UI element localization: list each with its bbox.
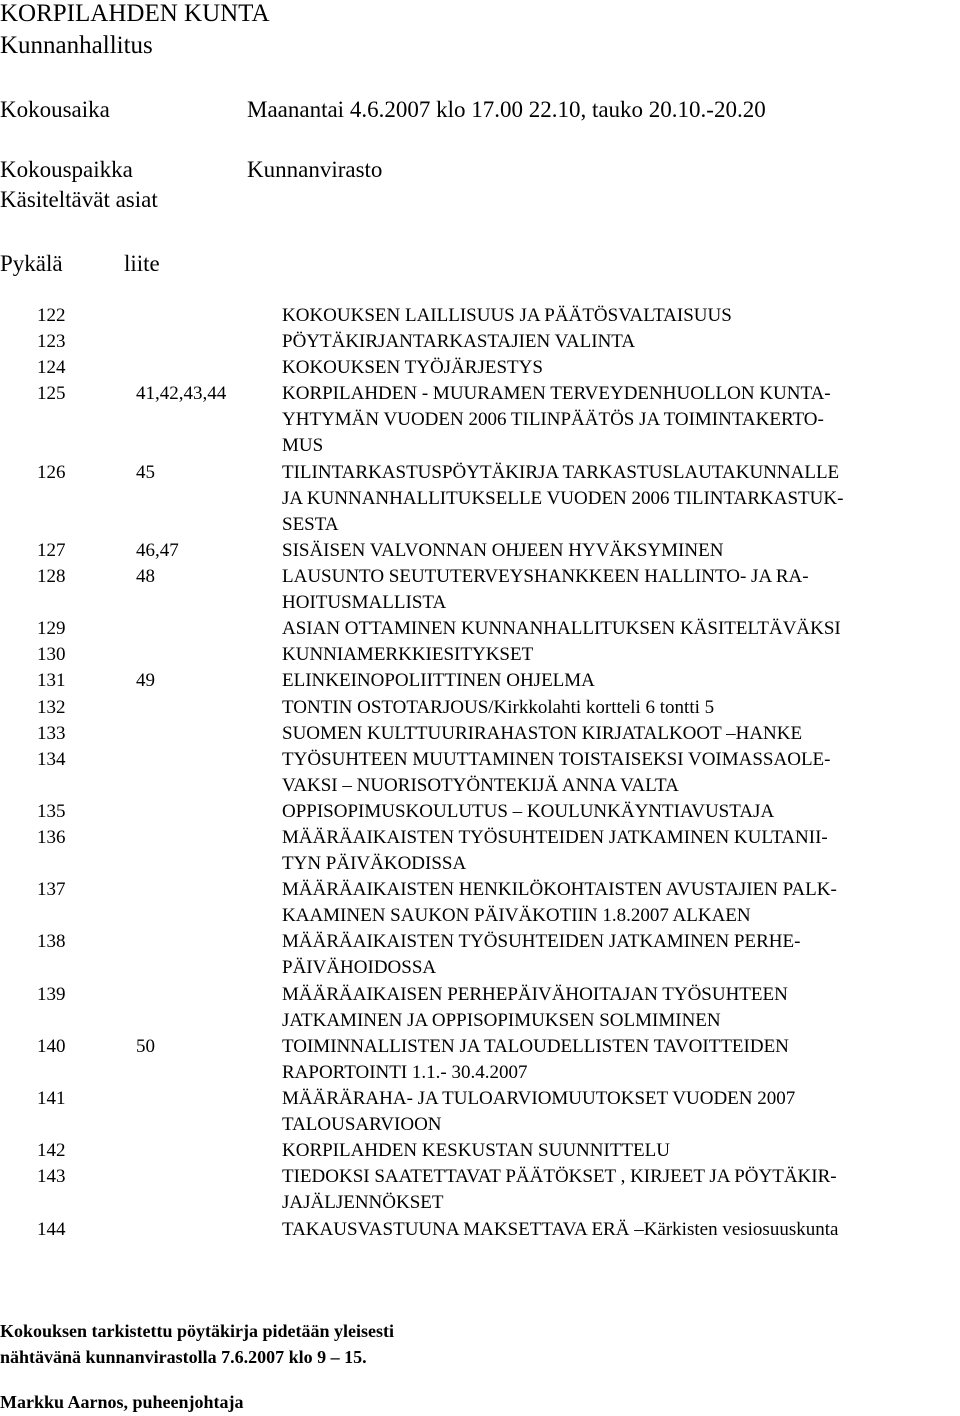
agenda-item-title-line: HOITUSMALLISTA	[282, 592, 447, 614]
agenda-item-number: 133	[37, 722, 66, 744]
agenda-item-number: 134	[37, 748, 66, 770]
agenda-item-title-line: MÄÄRÄAIKAISTEN TYÖSUHTEIDEN JATKAMINEN PERHE-	[282, 931, 801, 953]
agenda-item-number: 124	[37, 357, 66, 379]
agenda-item-title-line: KUNNIAMERKKIESITYKSET	[282, 644, 534, 666]
agenda-item-title	[282, 1220, 838, 1246]
agenda-item-title	[282, 698, 714, 724]
governing-body: Kunnanhallitus	[0, 32, 153, 59]
agenda-item-title-line: SESTA	[282, 513, 339, 535]
agenda-item-attachment: 50	[136, 1035, 155, 1057]
agenda-item-title-line: TYÖSUHTEEN MUUTTAMINEN TOISTAISEKSI VOIMASSAOLE-	[282, 748, 831, 770]
agenda-item-title	[282, 645, 533, 671]
agenda-item-number: 128	[37, 566, 66, 587]
agenda-item-title	[282, 567, 809, 619]
agenda-item-title	[282, 1089, 795, 1141]
agenda-item-number: 132	[37, 696, 66, 718]
column-header-attachment: liite	[124, 251, 160, 276]
agenda-item-number: 122	[37, 305, 66, 326]
agenda-item-number: 130	[37, 644, 66, 666]
agenda-item-title	[282, 306, 732, 332]
column-header-section: Pykälä	[0, 251, 63, 276]
agenda-item-number: 125	[37, 383, 66, 405]
agenda-item-title	[282, 671, 595, 697]
agenda-item-title-line: KORPILAHDEN KESKUSTAN SUUNNITTELU	[282, 1140, 670, 1162]
agenda-item-number: 141	[37, 1088, 66, 1109]
agenda-item-attachment: 41,42,43,44	[136, 383, 227, 405]
agenda-item-title	[282, 463, 843, 541]
agenda-item-number: 140	[37, 1035, 66, 1057]
agenda-item-number: 143	[37, 1166, 66, 1188]
agenda-item-number: 144	[37, 1218, 66, 1240]
agenda-item-attachment: 48	[136, 566, 155, 587]
agenda-item-title-line: TYN PÄIVÄKODISSA	[282, 853, 467, 875]
agenda-item-title-line: TOIMINNALLISTEN JA TALOUDELLISTEN TAVOITTEIDEN	[282, 1035, 789, 1057]
agenda-item-title	[282, 932, 800, 984]
agenda-item-title-line: LAUSUNTO SEUTUTERVEYSHANKKEEN HALLINTO- JA RA-	[282, 566, 809, 587]
agenda-item-title-line: TILINTARKASTUSPÖYTÄKIRJA TARKASTUSLAUTAKUNNALLE	[282, 461, 840, 483]
meeting-time-value: Maanantai 4.6.2007 klo 17.00 22.10, tauko 20.10.-20.20	[247, 97, 766, 122]
agenda-item-title-line: JAJÄLJENNÖKSET	[282, 1192, 444, 1214]
agenda-item-title	[282, 619, 841, 645]
agenda-item-title-line: ELINKEINOPOLIITTINEN OHJELMA	[282, 670, 595, 692]
agenda-item-title-line: TONTIN OSTOTARJOUS/Kirkkolahti kortteli 6 tontti 5	[282, 696, 715, 718]
organization-title: KORPILAHDEN KUNTA	[0, 0, 270, 27]
agenda-item-number: 139	[37, 983, 66, 1005]
agenda-item-title-line: SISÄISEN VALVONNAN OHJEEN HYVÄKSYMINEN	[282, 539, 724, 561]
agenda-item-title	[282, 828, 828, 880]
agenda-item-title	[282, 384, 831, 462]
agenda-item-number: 138	[37, 931, 66, 953]
agenda-item-title-line: OPPISOPIMUSKOULUTUS – KOULUNKÄYNTIAVUSTAJA	[282, 800, 775, 822]
agenda-item-number: 137	[37, 879, 66, 901]
agenda-item-title-line: TAKAUSVASTUUNA MAKSETTAVA ERÄ –Kärkisten vesiosuuskunta	[282, 1218, 839, 1240]
agenda-item-number: 123	[37, 331, 66, 353]
agenda-item-number: 131	[37, 670, 66, 692]
agenda-item-number: 129	[37, 618, 66, 640]
agenda-item-title	[282, 541, 723, 567]
agenda-item-title-line: JA KUNNANHALLITUKSELLE VUODEN 2006 TILINTARKASTUK-	[282, 487, 844, 509]
agenda-item-title-line: PÄIVÄHOIDOSSA	[282, 957, 437, 979]
agenda-item-title-line: KOKOUKSEN TYÖJÄRJESTYS	[282, 357, 543, 379]
agenda-item-title-line: MUS	[282, 435, 324, 457]
agenda-item-attachment: 49	[136, 670, 155, 692]
agenda-item-title-line: YHTYMÄN VUODEN 2006 TILINPÄÄTÖS JA TOIMINTAKERTO-	[282, 409, 824, 431]
agenda-item-title-line: MÄÄRÄRAHA- JA TULOARVIOMUUTOKSET VUODEN 2007	[282, 1088, 796, 1109]
agenda-item-title-line: RAPORTOINTI 1.1.- 30.4.2007	[282, 1061, 528, 1083]
items-heading: Käsiteltävät asiat	[0, 187, 158, 212]
agenda-item-number: 135	[37, 800, 66, 822]
agenda-item-title	[282, 802, 774, 828]
agenda-item-title-line: MÄÄRÄAIKAISTEN TYÖSUHTEIDEN JATKAMINEN KULTANII-	[282, 827, 828, 848]
agenda-item-title-line: KOKOUKSEN LAILLISUUS JA PÄÄTÖSVALTAISUUS	[282, 305, 732, 326]
agenda-item-title-line: KAAMINEN SAUKON PÄIVÄKOTIIN 1.8.2007 ALKAEN	[282, 905, 751, 927]
agenda-item-title-line: TALOUSARVIOON	[282, 1114, 442, 1136]
agenda-item-attachment: 46,47	[136, 539, 179, 561]
agenda-item-title-line: VAKSI – NUORISOTYÖNTEKIJÄ ANNA VALTA	[282, 774, 679, 796]
agenda-item-number: 136	[37, 827, 66, 848]
agenda-item-number: 142	[37, 1140, 66, 1162]
agenda-item-title-line: MÄÄRÄAIKAISEN PERHEPÄIVÄHOITAJAN TYÖSUHTEEN	[282, 983, 788, 1005]
agenda-item-number: 126	[37, 461, 66, 483]
notice-line-2: nähtävänä kunnanvirastolla 7.6.2007 klo 9 – 15.	[0, 1347, 367, 1367]
agenda-item-title	[282, 332, 635, 358]
agenda-item-title	[282, 358, 543, 384]
signature: Markku Aarnos, puheenjohtaja	[0, 1392, 244, 1412]
agenda-item-title	[282, 1167, 837, 1219]
notice-line-1: Kokouksen tarkistettu pöytäkirja pidetään yleisesti	[0, 1321, 395, 1341]
agenda-item-title-line: MÄÄRÄAIKAISTEN HENKILÖKOHTAISTEN AVUSTAJIEN PALK-	[282, 879, 837, 901]
agenda-item-title	[282, 750, 830, 802]
agenda-item-title	[282, 985, 788, 1037]
agenda-item-title	[282, 1141, 670, 1167]
agenda-item-title-line: TIEDOKSI SAATETTAVAT PÄÄTÖKSET , KIRJEET JA PÖYTÄKIR-	[282, 1166, 837, 1188]
agenda-item-attachment: 45	[136, 461, 155, 483]
meeting-time-label: Kokousaika	[0, 97, 110, 122]
agenda-item-title	[282, 1037, 789, 1089]
agenda-item-title-line: KORPILAHDEN - MUURAMEN TERVEYDENHUOLLON KUNTA-	[282, 383, 831, 405]
agenda-item-title-line: JATKAMINEN JA OPPISOPIMUKSEN SOLMIMINEN	[282, 1009, 721, 1031]
agenda-item-title	[282, 880, 837, 932]
agenda-item-title	[282, 724, 802, 750]
agenda-item-title-line: PÖYTÄKIRJANTARKASTAJIEN VALINTA	[282, 331, 636, 353]
agenda-item-title-line: SUOMEN KULTTUURIRAHASTON KIRJATALKOOT –HANKE	[282, 722, 803, 744]
meeting-place-label: Kokouspaikka	[0, 157, 133, 182]
meeting-place-value: Kunnanvirasto	[247, 157, 383, 182]
agenda-item-title-line: ASIAN OTTAMINEN KUNNANHALLITUKSEN KÄSITELTÄVÄKSI	[282, 618, 841, 640]
agenda-item-number: 127	[37, 539, 66, 561]
